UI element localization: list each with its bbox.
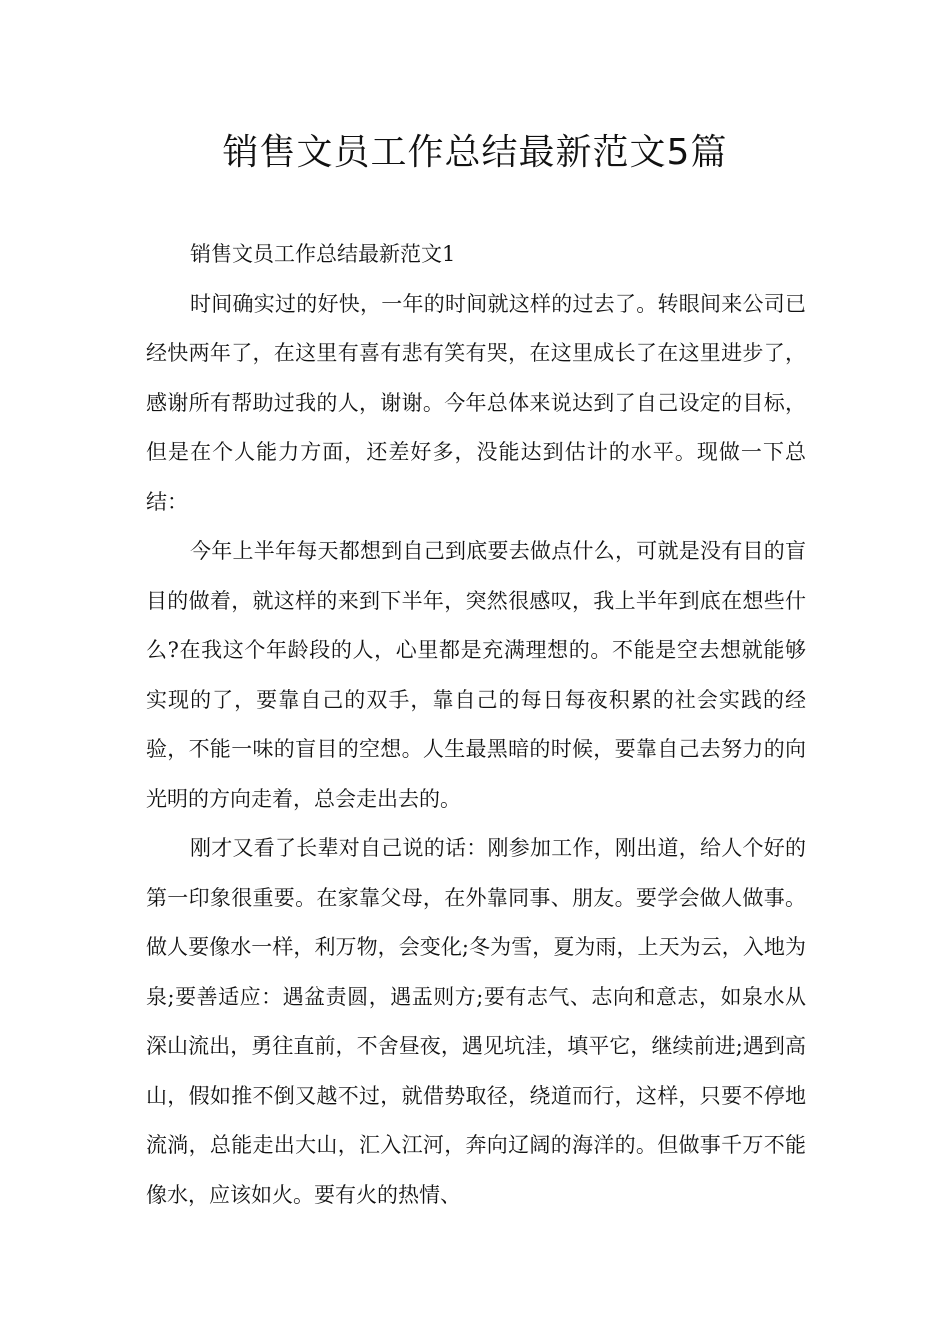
paragraph-2: 今年上半年每天都想到自己到底要去做点什么，可就是没有目的盲目的做着，就这样的来到下半年，突然很感叹，我上半年到底在想些什么?在我这个年龄段的人，心里都是充满理想的。不能是空去想就能够实现的了，要靠自己的双手，靠自己的每日每夜积累的社会实践的经验，不能一味的盲目的空想。人生最黑暗的时候，要靠自己去努力的向光明的方向走着，总会走出去的。 [146, 539, 806, 811]
paragraph-3: 刚才又看了长辈对自己说的话：刚参加工作，刚出道，给人个好的第一印象很重要。在家靠父母，在外靠同事、朋友。要学会做人做事。做人要像水一样，利万物，会变化;冬为雪，夏为雨，上天为云，入地为泉;要善适应：遇盆责圆，遇盂则方;要有志气、志向和意志，如泉水从深山流出，勇往直前，不舍昼夜，遇见坑洼，填平它，继续前进;遇到高山，假如推不倒又越不过，就借势取径，绕道而行，这样，只要不停地流淌，总能走出大山，汇入江河，奔向辽阔的海洋的。但做事千万不能像水，应该如火。要有火的热情、 [146, 836, 806, 1207]
paragraph-1: 时间确实过的好快，一年的时间就这样的过去了。转眼间来公司已经快两年了，在这里有喜有悲有笑有哭，在这里成长了在这里进步了，感谢所有帮助过我的人，谢谢。今年总体来说达到了自己设定的目标，但是在个人能力方面，还差好多，没能达到估计的水平。现做一下总结： [146, 291, 806, 514]
document-title: 销售文员工作总结最新范文5篇 [222, 132, 728, 173]
section-heading: 销售文员工作总结最新范文1 [190, 242, 456, 266]
document-body [146, 230, 806, 1220]
